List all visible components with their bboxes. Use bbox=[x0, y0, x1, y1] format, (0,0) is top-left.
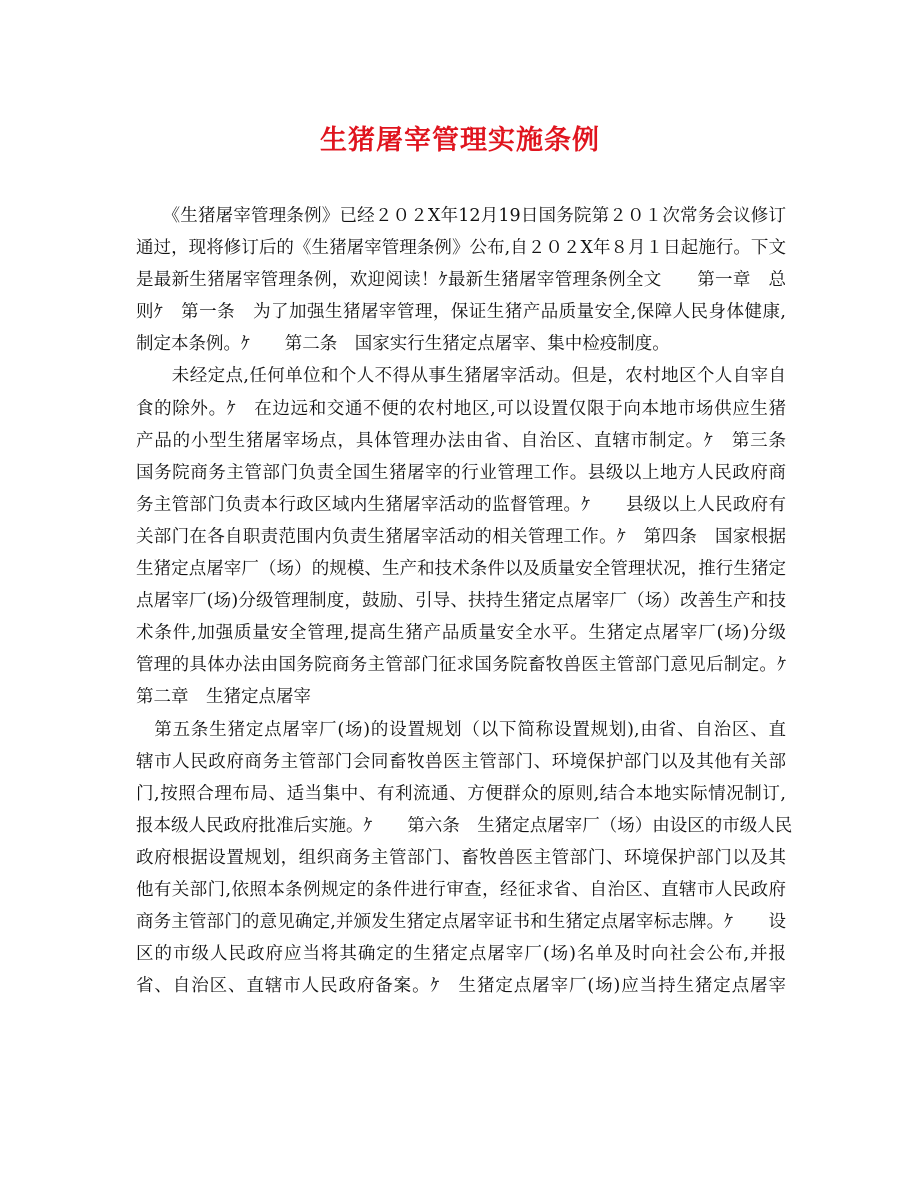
body-text-line: 辖市人民政府商务主管部门会同畜牧兽医主管部门、环境保护部门以及其他有关部 bbox=[136, 751, 786, 772]
document-body bbox=[136, 200, 793, 1002]
body-text-line: 商务主管部门的意见确定,并颁发生猪定点屠宰证书和生猪定点屠宰标志牌。ｹ 设 bbox=[136, 912, 786, 933]
document-title: 生猪屠宰管理实施条例 bbox=[320, 125, 600, 156]
body-text-line: 区的市级人民政府应当将其确定的生猪定点屠宰厂(场)名单及时向社会公布,并报 bbox=[136, 944, 786, 965]
body-text-line: 术条件,加强质量安全管理,提高生猪产品质量安全水平。生猪定点屠宰厂(场)分级 bbox=[136, 623, 786, 644]
body-text-line: 产品的小型生猪屠宰场点，具体管理办法由省、自治区、直辖市制定。ｹ 第三条 bbox=[136, 430, 786, 451]
body-text-line: 门,按照合理布局、适当集中、有利流通、方便群众的原则,结合本地实际情况制订, bbox=[136, 783, 786, 804]
body-text-line: 则ｹ 第一条 为了加强生猪屠宰管理，保证生猪产品质量安全,保障人民身体健康, bbox=[136, 302, 786, 323]
body-text-line: 通过，现将修订后的《生猪屠宰管理条例》公布,自２０２X年８月１日起施行。下文 bbox=[136, 238, 786, 259]
body-text-line: 未经定点,任何单位和个人不得从事生猪屠宰活动。但是，农村地区个人自宰自 bbox=[136, 366, 786, 387]
body-text-line: 第二章 生猪定点屠宰 bbox=[136, 687, 311, 708]
body-text-line: 国务院商务主管部门负责全国生猪屠宰的行业管理工作。县级以上地方人民政府商 bbox=[136, 462, 786, 483]
body-text-line: 食的除外。ｹ 在边远和交通不便的农村地区,可以设置仅限于向本地市场供应生猪 bbox=[136, 398, 786, 419]
body-text-line: 制定本条例。ｹ 第二条 国家实行生猪定点屠宰、集中检疫制度。 bbox=[136, 334, 670, 355]
body-text-line: 报本级人民政府批准后实施。ｹ 第六条 生猪定点屠宰厂（场）由设区的市级人民 bbox=[136, 815, 793, 836]
body-text-line: 管理的具体办法由国务院商务主管部门征求国务院畜牧兽医主管部门意见后制定。ｹ bbox=[136, 655, 786, 676]
body-text-line: 生猪定点屠宰厂（场）的规模、生产和技术条件以及质量安全管理状况，推行生猪定 bbox=[136, 559, 786, 580]
body-text-line: 是最新生猪屠宰管理条例，欢迎阅读！ｹ最新生猪屠宰管理条例全文 第一章 总 bbox=[136, 270, 786, 291]
body-text-line: 他有关部门,依照本条例规定的条件进行审查，经征求省、自治区、直辖市人民政府 bbox=[136, 879, 786, 900]
body-text-line: 第五条生猪定点屠宰厂(场)的设置规划（以下简称设置规划),由省、自治区、直 bbox=[136, 719, 786, 740]
body-text-line: 点屠宰厂(场)分级管理制度，鼓励、引导、扶持生猪定点屠宰厂（场）改善生产和技 bbox=[136, 591, 786, 612]
body-text-line: 政府根据设置规划，组织商务主管部门、畜牧兽医主管部门、环境保护部门以及其 bbox=[136, 847, 786, 868]
body-text-line: 务主管部门负责本行政区域内生猪屠宰活动的监督管理。ｹ 县级以上人民政府有 bbox=[136, 494, 786, 515]
body-text-line: 省、自治区、直辖市人民政府备案。ｹ 生猪定点屠宰厂(场)应当持生猪定点屠宰 bbox=[136, 976, 786, 997]
body-text-line: 关部门在各自职责范围内负责生猪屠宰活动的相关管理工作。ｹ 第四条 国家根据 bbox=[136, 526, 786, 547]
body-text-line: 《生猪屠宰管理条例》已经２０２X年12月19日国务院第２０１次常务会议修订 bbox=[136, 206, 786, 226]
